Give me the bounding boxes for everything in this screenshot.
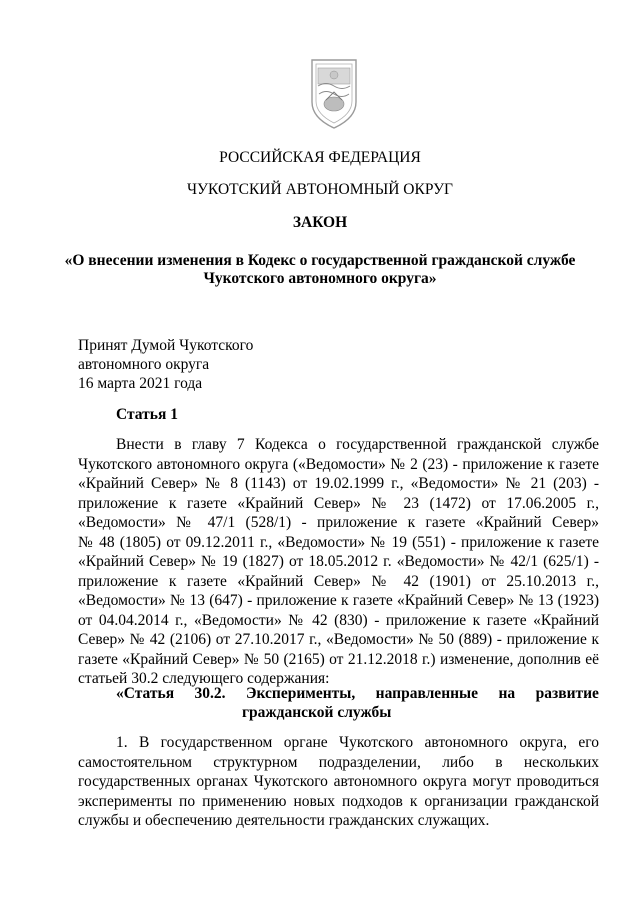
- paragraph-line: 1. В государственном органе Чукотского автономного округа, его: [116, 734, 599, 751]
- law-title-line-1: «О внесении изменения в Кодекс о государственной гражданской службе: [64, 252, 576, 269]
- law-title-line-2: Чукотского автономного округа»: [203, 270, 437, 287]
- paragraph-line: «Ведомости» № 47/1 (528/1) - приложение к газете «Крайний Север»: [78, 514, 599, 531]
- adoption-date: 16 марта 2021 года: [78, 375, 203, 392]
- paragraph-line: службы и обеспечению деятельности гражданских служащих.: [78, 812, 490, 829]
- paragraph-line: государственных органах Чукотского автономного округа могут проводиться: [78, 773, 599, 790]
- adoption-line: Принят Думой Чукотского: [78, 337, 254, 354]
- article-label: «Статья: [116, 685, 175, 702]
- heading-word: на: [498, 685, 516, 702]
- paragraph-line: «Крайний Север» № 8 (1143) от 19.02.1999 г., «Ведомости» № 21 (203) -: [78, 475, 599, 492]
- heading-word: направленные: [375, 685, 479, 702]
- paragraph-line: Чукотского автономного округа («Ведомости» № 2 (23) - приложение к газете: [78, 455, 599, 473]
- paragraph-line: приложение к газете «Крайний Север» № 23 (1472) от 17.06.2005 г.,: [78, 494, 599, 512]
- paragraph-line: приложение к газете «Крайний Север» № 42 (1901) от 25.10.2013 г.,: [78, 572, 599, 590]
- paragraph-line: статьей 30.2 следующего содержания:: [78, 670, 330, 687]
- paragraph-line: эксперименты по применению новых подходов к организации гражданской: [78, 792, 599, 810]
- adoption-note: [78, 336, 253, 393]
- country-name: РОССИЙСКАЯ ФЕДЕРАЦИЯ: [219, 149, 421, 166]
- paragraph-line: «Крайний Север» № 19 (1827) от 18.05.2012 г. «Ведомости» № 42/1 (625/1) -: [78, 553, 599, 570]
- adoption-line: автономного округа: [78, 356, 210, 373]
- clause-1-body: [78, 733, 599, 831]
- paragraph-line: Север» № 42 (2106) от 27.10.2017 г., «Ведомости» № 50 (889) - приложение к: [78, 631, 599, 648]
- paragraph-line: самостоятельном структурном подразделении, либо в нескольких: [78, 753, 599, 771]
- heading-word: Эксперименты,: [245, 685, 356, 702]
- paragraph-line: «Ведомости» № 13 (647) - приложение к газете «Крайний Север» № 13 (1923): [78, 592, 599, 609]
- coat-of-arms-emblem: [304, 56, 364, 132]
- heading-word: развитие: [535, 685, 599, 702]
- heading-line-2: гражданской службы: [242, 704, 392, 721]
- article-30-2-heading: [116, 684, 599, 722]
- paragraph-line: Внести в главу 7 Кодекса о государственной гражданской службе: [116, 436, 599, 453]
- article-1-body: [78, 435, 599, 689]
- paragraph-line: № 48 (1805) от 09.12.2011 г., «Ведомости» № 19 (551) - приложение к газете: [78, 533, 599, 551]
- article-1-heading: Статья 1: [116, 406, 178, 423]
- paragraph-line: от 04.04.2014 г., «Ведомости» № 42 (830) - приложение к газете «Крайний: [78, 611, 599, 629]
- document-type: ЗАКОН: [292, 214, 348, 231]
- region-name: ЧУКОТСКИЙ АВТОНОМНЫЙ ОКРУГ: [186, 181, 454, 198]
- article-number: 30.2.: [194, 685, 226, 702]
- paragraph-line: газете «Крайний Север» № 50 (2165) от 21.12.2018 г.) изменение, дополнив её: [78, 650, 599, 668]
